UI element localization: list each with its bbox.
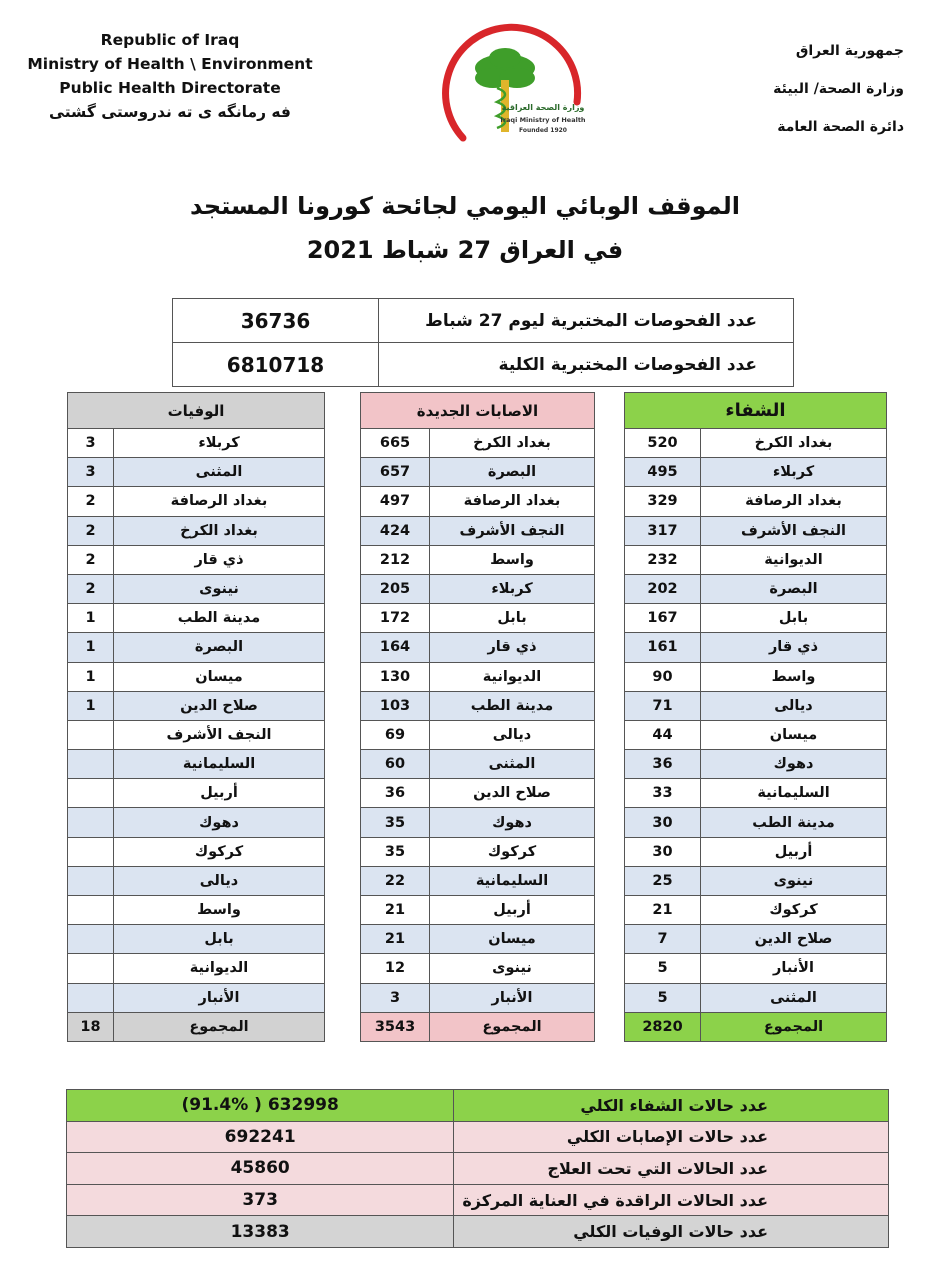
governorate-name: النجف الأشرف bbox=[114, 720, 325, 749]
count-value: 90 bbox=[625, 662, 701, 691]
governorate-name: صلاح الدين bbox=[114, 691, 325, 720]
deaths-title: الوفيات bbox=[68, 393, 325, 429]
table-row bbox=[68, 779, 325, 808]
governorate-name: السليمانية bbox=[114, 750, 325, 779]
governorate-name: مدينة الطب bbox=[430, 691, 595, 720]
table-row bbox=[361, 574, 595, 603]
table-row bbox=[625, 925, 887, 954]
count-value: 44 bbox=[625, 720, 701, 749]
governorate-name: المثنى bbox=[114, 458, 325, 487]
governorate-name: بابل bbox=[430, 604, 595, 633]
count-value bbox=[68, 808, 114, 837]
count-value: 69 bbox=[361, 720, 430, 749]
governorate-name: ميسان bbox=[430, 925, 595, 954]
count-value: 33 bbox=[625, 779, 701, 808]
governorate-name: الأنبار bbox=[430, 983, 595, 1012]
recoveries-table bbox=[624, 392, 887, 1042]
header-left-line1: Republic of Iraq bbox=[100, 31, 240, 49]
ministry-logo-icon bbox=[435, 10, 585, 160]
table-row bbox=[68, 574, 325, 603]
count-value bbox=[68, 866, 114, 895]
governorate-name: بغداد الرصافة bbox=[430, 487, 595, 516]
governorate-name: صلاح الدين bbox=[430, 779, 595, 808]
count-value: 103 bbox=[361, 691, 430, 720]
table-row bbox=[68, 604, 325, 633]
count-value: 205 bbox=[361, 574, 430, 603]
table-row bbox=[625, 604, 887, 633]
count-value: 25 bbox=[625, 866, 701, 895]
governorate-name: ميسان bbox=[114, 662, 325, 691]
summary-row bbox=[67, 1216, 889, 1248]
table-row bbox=[361, 691, 595, 720]
governorate-name: بغداد الكرخ bbox=[701, 429, 887, 458]
governorate-name: نينوى bbox=[430, 954, 595, 983]
summary-row bbox=[67, 1090, 889, 1122]
total-label: المجموع bbox=[701, 1012, 887, 1041]
count-value: 2 bbox=[68, 574, 114, 603]
governorate-name: ديالى bbox=[430, 720, 595, 749]
table-row bbox=[361, 458, 595, 487]
table-row bbox=[361, 604, 595, 633]
summary-label: عدد حالات الشفاء الكلي bbox=[454, 1090, 889, 1122]
header-left-line2: Ministry of Health \ Environment bbox=[27, 55, 313, 73]
table-row bbox=[68, 516, 325, 545]
count-value: 36 bbox=[625, 750, 701, 779]
table-row bbox=[361, 662, 595, 691]
governorate-name: مدينة الطب bbox=[701, 808, 887, 837]
count-value bbox=[68, 925, 114, 954]
table-row bbox=[625, 983, 887, 1012]
count-value: 12 bbox=[361, 954, 430, 983]
count-value: 60 bbox=[361, 750, 430, 779]
summary-label: عدد الحالات التي تحت العلاج bbox=[454, 1153, 889, 1185]
table-row bbox=[68, 866, 325, 895]
count-value: 35 bbox=[361, 808, 430, 837]
count-value: 2 bbox=[68, 516, 114, 545]
header-right bbox=[704, 32, 904, 146]
table-row bbox=[361, 720, 595, 749]
table-row bbox=[68, 954, 325, 983]
table-row bbox=[625, 633, 887, 662]
governorate-name: الديوانية bbox=[114, 954, 325, 983]
count-value: 3 bbox=[361, 983, 430, 1012]
count-value: 665 bbox=[361, 429, 430, 458]
governorate-name: كركوك bbox=[701, 896, 887, 925]
count-value: 161 bbox=[625, 633, 701, 662]
governorate-name: بغداد الرصافة bbox=[701, 487, 887, 516]
summary-row bbox=[67, 1153, 889, 1185]
governorate-name: واسط bbox=[114, 896, 325, 925]
table-row bbox=[361, 866, 595, 895]
count-value: 30 bbox=[625, 808, 701, 837]
count-value: 520 bbox=[625, 429, 701, 458]
count-value: 2 bbox=[68, 487, 114, 516]
summary-value: 45860 bbox=[67, 1153, 454, 1185]
governorate-name: نينوى bbox=[114, 574, 325, 603]
recoveries-header-row bbox=[625, 393, 887, 429]
table-row bbox=[625, 691, 887, 720]
deaths-header-row bbox=[68, 393, 325, 429]
governorate-name: نينوى bbox=[701, 866, 887, 895]
table-row bbox=[625, 750, 887, 779]
count-value bbox=[68, 983, 114, 1012]
table-row bbox=[68, 896, 325, 925]
summary-label: عدد الحالات الراقدة في العناية المركزة bbox=[454, 1184, 889, 1216]
count-value: 329 bbox=[625, 487, 701, 516]
total-value: 2820 bbox=[625, 1012, 701, 1041]
governorate-name: البصرة bbox=[701, 574, 887, 603]
governorate-name: ذي قار bbox=[114, 545, 325, 574]
governorate-name: الديوانية bbox=[430, 662, 595, 691]
count-value: 5 bbox=[625, 983, 701, 1012]
table-row bbox=[361, 896, 595, 925]
governorate-name: واسط bbox=[430, 545, 595, 574]
count-value: 1 bbox=[68, 604, 114, 633]
table-row bbox=[361, 516, 595, 545]
summary-value: 13383 bbox=[67, 1216, 454, 1248]
governorate-name: كربلاء bbox=[114, 429, 325, 458]
daily-tests-row bbox=[173, 299, 794, 343]
table-row bbox=[625, 574, 887, 603]
count-value: 71 bbox=[625, 691, 701, 720]
governorate-name: بغداد الكرخ bbox=[430, 429, 595, 458]
total-row bbox=[361, 1012, 595, 1041]
count-value: 317 bbox=[625, 516, 701, 545]
count-value bbox=[68, 779, 114, 808]
count-value: 130 bbox=[361, 662, 430, 691]
table-row bbox=[68, 429, 325, 458]
table-row bbox=[625, 545, 887, 574]
lab-tests-table bbox=[172, 298, 794, 387]
count-value: 21 bbox=[361, 925, 430, 954]
governorate-name: بابل bbox=[701, 604, 887, 633]
total-tests-value: 6810718 bbox=[173, 343, 379, 387]
table-row bbox=[625, 720, 887, 749]
count-value: 21 bbox=[625, 896, 701, 925]
governorate-name: النجف الأشرف bbox=[430, 516, 595, 545]
governorate-name: واسط bbox=[701, 662, 887, 691]
table-row bbox=[68, 458, 325, 487]
table-row bbox=[68, 662, 325, 691]
count-value: 1 bbox=[68, 633, 114, 662]
page-title: الموقف الوبائي اليومي لجائحة كورونا المستجد bbox=[190, 192, 740, 220]
governorate-name: المثنى bbox=[701, 983, 887, 1012]
governorate-name: المثنى bbox=[430, 750, 595, 779]
table-row bbox=[361, 633, 595, 662]
governorate-name: ذي قار bbox=[701, 633, 887, 662]
governorate-name: كركوك bbox=[430, 837, 595, 866]
count-value: 167 bbox=[625, 604, 701, 633]
table-row bbox=[625, 808, 887, 837]
ministry-logo bbox=[435, 10, 585, 160]
page-subtitle: في العراق 27 شباط 2021 bbox=[306, 236, 624, 264]
header-left bbox=[20, 28, 320, 124]
summary-table bbox=[66, 1089, 889, 1248]
header-left-line4: فه رمانگه ی ته ندروستی گشتی bbox=[49, 103, 291, 121]
governorate-name: البصرة bbox=[430, 458, 595, 487]
summary-value: 692241 bbox=[67, 1121, 454, 1153]
table-row bbox=[625, 779, 887, 808]
count-value bbox=[68, 837, 114, 866]
count-value bbox=[68, 720, 114, 749]
table-row bbox=[361, 954, 595, 983]
count-value: 5 bbox=[625, 954, 701, 983]
table-row bbox=[361, 750, 595, 779]
table-row bbox=[625, 662, 887, 691]
table-row bbox=[68, 925, 325, 954]
governorate-name: دهوك bbox=[430, 808, 595, 837]
new-cases-title: الاصابات الجديدة bbox=[361, 393, 595, 429]
header-right-line1: جمهورية العراق bbox=[795, 43, 904, 59]
summary-value: (91.4% ) 632998 bbox=[67, 1090, 454, 1122]
new-cases-table bbox=[360, 392, 595, 1042]
count-value: 424 bbox=[361, 516, 430, 545]
count-value: 212 bbox=[361, 545, 430, 574]
count-value: 21 bbox=[361, 896, 430, 925]
table-row bbox=[625, 458, 887, 487]
table-row bbox=[68, 720, 325, 749]
table-row bbox=[68, 750, 325, 779]
table-row bbox=[361, 487, 595, 516]
governorate-name: مدينة الطب bbox=[114, 604, 325, 633]
count-value: 36 bbox=[361, 779, 430, 808]
logo-founded: Founded 1920 bbox=[519, 127, 567, 134]
header-left-line3: Public Health Directorate bbox=[59, 79, 281, 97]
header-right-line3: دائرة الصحة العامة bbox=[777, 119, 904, 135]
header-right-line2: وزارة الصحة/ البيئة bbox=[773, 81, 904, 97]
total-tests-row bbox=[173, 343, 794, 387]
summary-label: عدد حالات الوفيات الكلي bbox=[454, 1216, 889, 1248]
governorate-name: كربلاء bbox=[430, 574, 595, 603]
table-row bbox=[625, 516, 887, 545]
table-row bbox=[68, 633, 325, 662]
count-value bbox=[68, 954, 114, 983]
total-label: المجموع bbox=[114, 1012, 325, 1041]
governorate-name: بابل bbox=[114, 925, 325, 954]
total-value: 18 bbox=[68, 1012, 114, 1041]
table-row bbox=[68, 545, 325, 574]
governorate-name: كركوك bbox=[114, 837, 325, 866]
governorate-name: الأنبار bbox=[114, 983, 325, 1012]
count-value: 495 bbox=[625, 458, 701, 487]
recoveries-title: الشفاء bbox=[625, 393, 887, 429]
governorate-name: صلاح الدين bbox=[701, 925, 887, 954]
total-row bbox=[68, 1012, 325, 1041]
governorate-name: أربيل bbox=[114, 779, 325, 808]
governorate-name: ديالى bbox=[701, 691, 887, 720]
count-value bbox=[68, 750, 114, 779]
governorate-name: دهوك bbox=[114, 808, 325, 837]
count-value: 164 bbox=[361, 633, 430, 662]
governorate-name: النجف الأشرف bbox=[701, 516, 887, 545]
table-row bbox=[361, 925, 595, 954]
count-value: 2 bbox=[68, 545, 114, 574]
summary-value: 373 bbox=[67, 1184, 454, 1216]
governorate-name: الأنبار bbox=[701, 954, 887, 983]
count-value: 7 bbox=[625, 925, 701, 954]
table-row bbox=[361, 837, 595, 866]
logo-name-ar: وزارة الصحة العراقية bbox=[501, 103, 585, 112]
count-value: 22 bbox=[361, 866, 430, 895]
logo-name-en: Iraqi Ministry of Health bbox=[500, 116, 585, 124]
count-value: 172 bbox=[361, 604, 430, 633]
table-row bbox=[68, 837, 325, 866]
count-value: 232 bbox=[625, 545, 701, 574]
governorate-name: ميسان bbox=[701, 720, 887, 749]
new-cases-header-row bbox=[361, 393, 595, 429]
table-row bbox=[361, 545, 595, 574]
count-value: 202 bbox=[625, 574, 701, 603]
count-value: 3 bbox=[68, 429, 114, 458]
governorate-name: دهوك bbox=[701, 750, 887, 779]
table-row bbox=[68, 487, 325, 516]
table-row bbox=[68, 691, 325, 720]
governorate-name: ذي قار bbox=[430, 633, 595, 662]
table-row bbox=[625, 837, 887, 866]
count-value bbox=[68, 896, 114, 925]
governorate-name: كربلاء bbox=[701, 458, 887, 487]
table-row bbox=[625, 429, 887, 458]
daily-tests-label: عدد الفحوصات المختبرية ليوم 27 شباط bbox=[379, 299, 794, 343]
summary-label: عدد حالات الإصابات الكلي bbox=[454, 1121, 889, 1153]
governorate-name: بغداد الرصافة bbox=[114, 487, 325, 516]
governorate-name: أربيل bbox=[701, 837, 887, 866]
table-row bbox=[625, 954, 887, 983]
total-tests-label: عدد الفحوصات المختبرية الكلية bbox=[379, 343, 794, 387]
governorate-name: السليمانية bbox=[430, 866, 595, 895]
governorate-name: بغداد الكرخ bbox=[114, 516, 325, 545]
table-row bbox=[68, 983, 325, 1012]
table-row bbox=[625, 896, 887, 925]
daily-tests-value: 36736 bbox=[173, 299, 379, 343]
count-value: 657 bbox=[361, 458, 430, 487]
table-row bbox=[361, 779, 595, 808]
summary-row bbox=[67, 1184, 889, 1216]
table-row bbox=[361, 983, 595, 1012]
table-row bbox=[361, 429, 595, 458]
count-value: 30 bbox=[625, 837, 701, 866]
governorate-name: ديالى bbox=[114, 866, 325, 895]
table-row bbox=[68, 808, 325, 837]
count-value: 497 bbox=[361, 487, 430, 516]
total-label: المجموع bbox=[430, 1012, 595, 1041]
total-row bbox=[625, 1012, 887, 1041]
table-row bbox=[625, 866, 887, 895]
table-row bbox=[625, 487, 887, 516]
count-value: 1 bbox=[68, 662, 114, 691]
count-value: 1 bbox=[68, 691, 114, 720]
governorate-name: أربيل bbox=[430, 896, 595, 925]
table-row bbox=[361, 808, 595, 837]
count-value: 3 bbox=[68, 458, 114, 487]
deaths-table bbox=[67, 392, 325, 1042]
governorate-name: السليمانية bbox=[701, 779, 887, 808]
count-value: 35 bbox=[361, 837, 430, 866]
summary-row bbox=[67, 1121, 889, 1153]
governorate-name: الديوانية bbox=[701, 545, 887, 574]
total-value: 3543 bbox=[361, 1012, 430, 1041]
governorate-name: البصرة bbox=[114, 633, 325, 662]
